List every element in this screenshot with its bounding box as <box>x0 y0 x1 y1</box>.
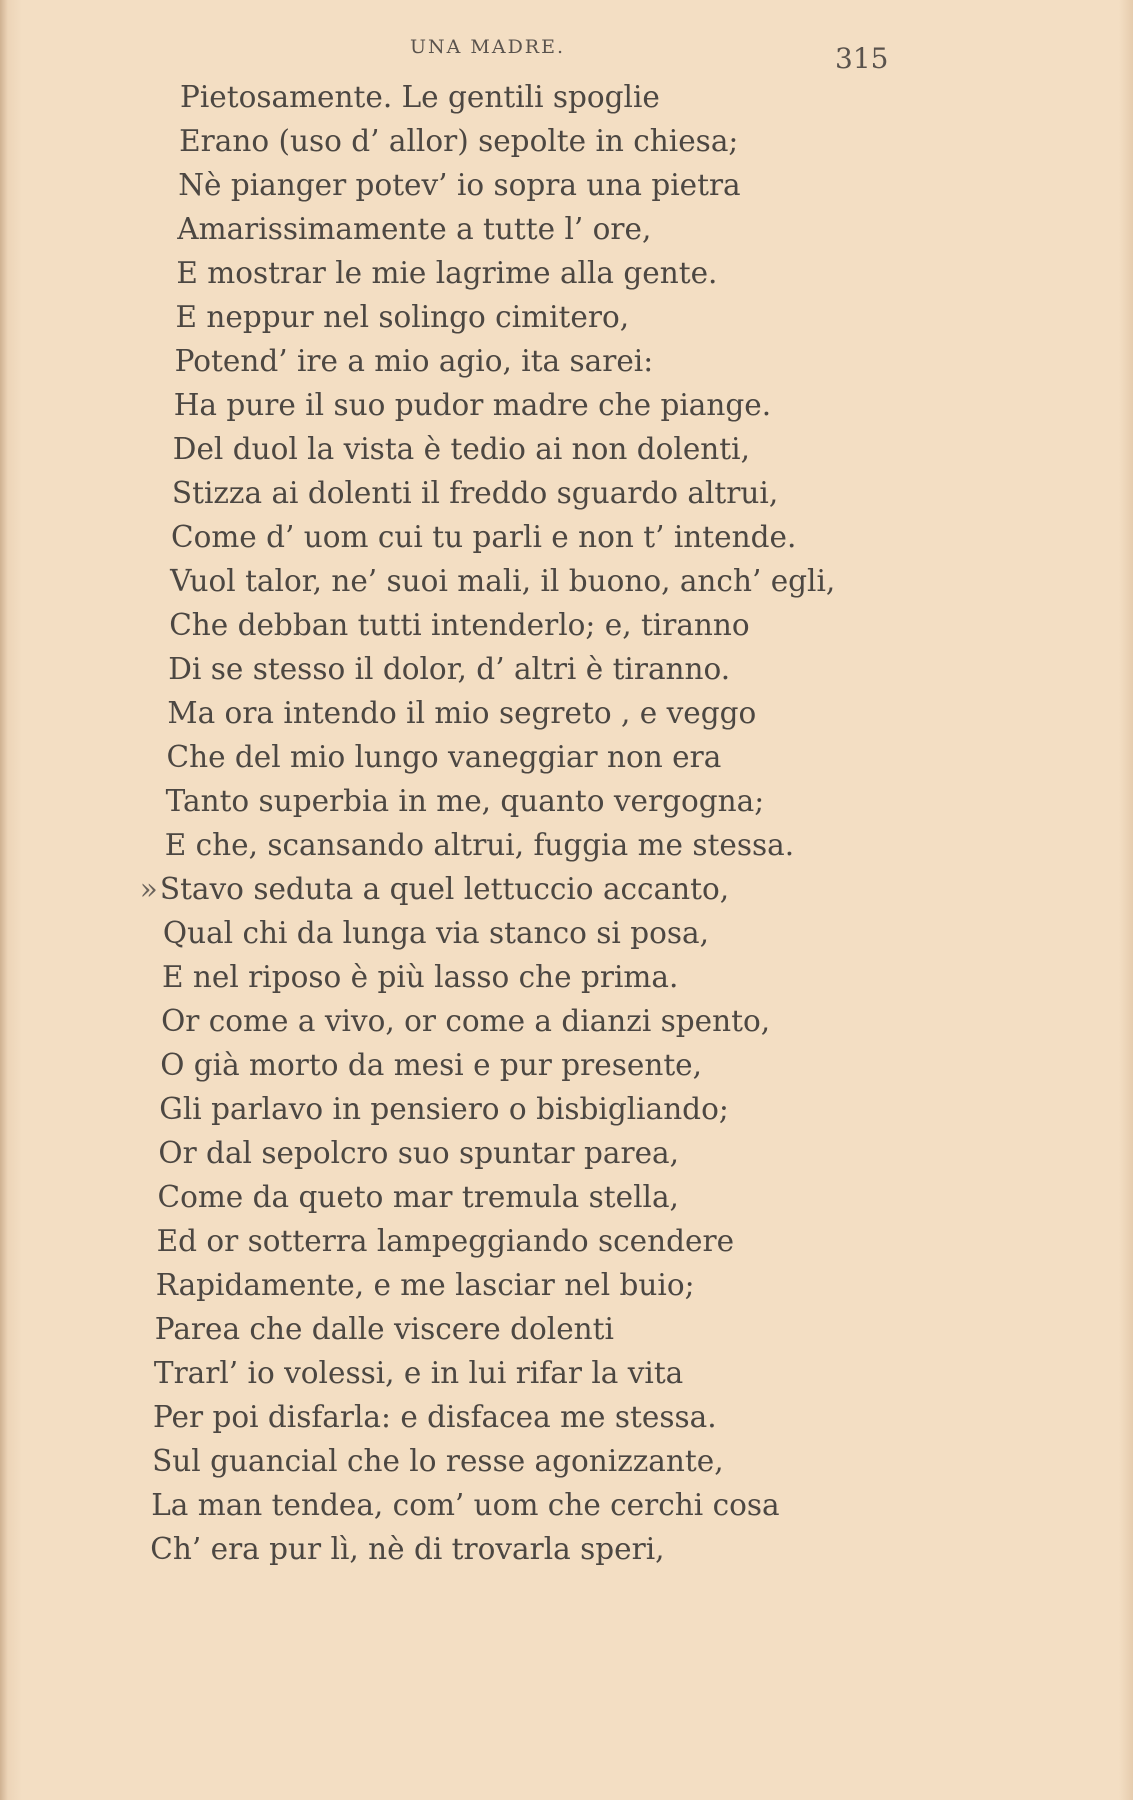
verse-line-text: Ed or sotterra lampeggiando scendere <box>156 1224 735 1258</box>
page-number: 315 <box>835 42 889 75</box>
running-title: UNA MADRE. <box>410 36 566 58</box>
verse-line <box>150 1532 664 1572</box>
verse-line-text: Ma ora intendo il mio segreto , e veggo <box>167 696 757 730</box>
verse-line <box>180 80 660 120</box>
verse-line-text: Per poi disfarla: e disfacea me stessa. <box>153 1400 717 1434</box>
verse-line <box>160 1048 702 1088</box>
verse-line <box>154 1356 683 1396</box>
verse-line-text: Or dal sepolcro suo spuntar parea, <box>158 1136 679 1170</box>
verse-line <box>153 1400 717 1440</box>
verse-line-text: Stizza ai dolenti il freddo sguardo altrui, <box>171 476 779 510</box>
verse-line <box>158 1180 679 1220</box>
verse-line-text: Trarl’ io volessi, e in lui rifar la vita <box>153 1356 684 1390</box>
verse-line <box>175 344 654 384</box>
verse-line-text: Ha pure il suo pudor madre che piange. <box>173 388 772 422</box>
verse-line-text: Stavo seduta a quel lettuccio accanto, <box>159 872 730 906</box>
verse-line <box>179 124 738 164</box>
verse-line-text: Erano (uso d’ allor) sepolte in chiesa; <box>179 124 739 158</box>
verse-line-text: Come da queto mar tremula stella, <box>157 1180 679 1214</box>
verse-line-text: Qual chi da lunga via stanco si posa, <box>162 916 709 950</box>
verse-line <box>171 520 796 560</box>
verse-line <box>155 1312 614 1352</box>
verse-line-text: Come d’ uom cui tu parli e non t’ intende. <box>171 520 797 554</box>
verse-line <box>163 916 709 956</box>
verse-line-text: Pietosamente. Le gentili spoglie <box>180 80 660 114</box>
verse-line <box>167 740 722 780</box>
verse-line <box>152 1444 723 1484</box>
verse-line <box>161 1004 770 1044</box>
verse-line-text: Parea che dalle viscere dolenti <box>154 1312 614 1346</box>
verse-line-text: Ch’ era pur lì, nè di trovarla speri, <box>150 1532 665 1566</box>
verse-line <box>167 696 756 736</box>
verse-line-text: Del duol la vista è tedio ai non dolenti, <box>172 432 750 466</box>
verse-line <box>178 168 740 208</box>
verse-line-text: Che del mio lungo vaneggiar non era <box>166 740 722 774</box>
verse-line <box>165 828 794 868</box>
verse-line <box>169 608 750 648</box>
verse-line-text: E che, scansando altrui, fuggia me stessa. <box>164 828 795 862</box>
verse-line <box>170 564 835 604</box>
verse-line-text: Nè pianger potev’ io sopra una pietra <box>178 168 741 202</box>
verse-line-text: Potend’ ire a mio agio, ita sarei: <box>174 344 654 378</box>
verse-line <box>156 1268 695 1308</box>
verse-line <box>162 960 678 1000</box>
verse-line-text: Gli parlavo in pensiero o bisbigliando; <box>159 1092 729 1126</box>
verse-line-text: Di se stesso il dolor, d’ altri è tiranno. <box>168 652 731 686</box>
verse-line-text: Che debban tutti intenderlo; e, tiranno <box>169 608 750 642</box>
quotation-mark: » <box>139 872 158 906</box>
verse-line <box>158 1136 679 1176</box>
verse-line <box>157 1224 734 1264</box>
verse-line-text: Tanto superbia in me, quanto vergogna; <box>165 784 765 818</box>
verse-line <box>176 256 717 296</box>
verse-line-text: Sul guancial che lo resse agonizzante, <box>152 1444 724 1478</box>
verse-line <box>159 1092 728 1132</box>
verse-line <box>166 784 765 824</box>
verse-line-text: Or come a vivo, or come a dianzi spento, <box>161 1004 771 1038</box>
verse-line <box>173 432 750 472</box>
verse-line-text: La man tendea, com’ uom che cerchi cosa <box>151 1488 780 1522</box>
verse-line-text: Rapidamente, e me lasciar nel buio; <box>155 1268 695 1302</box>
verse-line <box>168 652 730 692</box>
verse-line <box>177 212 651 252</box>
verse-line-text: E neppur nel solingo cimitero, <box>175 300 630 334</box>
verse-line <box>151 1488 779 1528</box>
verse-line <box>176 300 630 340</box>
verse-line-text: E mostrar le mie lagrime alla gente. <box>176 256 718 290</box>
verse-line-text: Amarissimamente a tutte l’ ore, <box>177 212 652 246</box>
verse-line-text: E nel riposo è più lasso che prima. <box>162 960 679 994</box>
verse-line-text: Vuol talor, ne’ suoi mali, il buono, anch’ egli, <box>170 564 836 598</box>
verse-line <box>172 476 778 516</box>
verse-line <box>140 872 729 912</box>
verse-line <box>174 388 771 428</box>
verse-line-text: O già morto da mesi e pur presente, <box>160 1048 703 1082</box>
